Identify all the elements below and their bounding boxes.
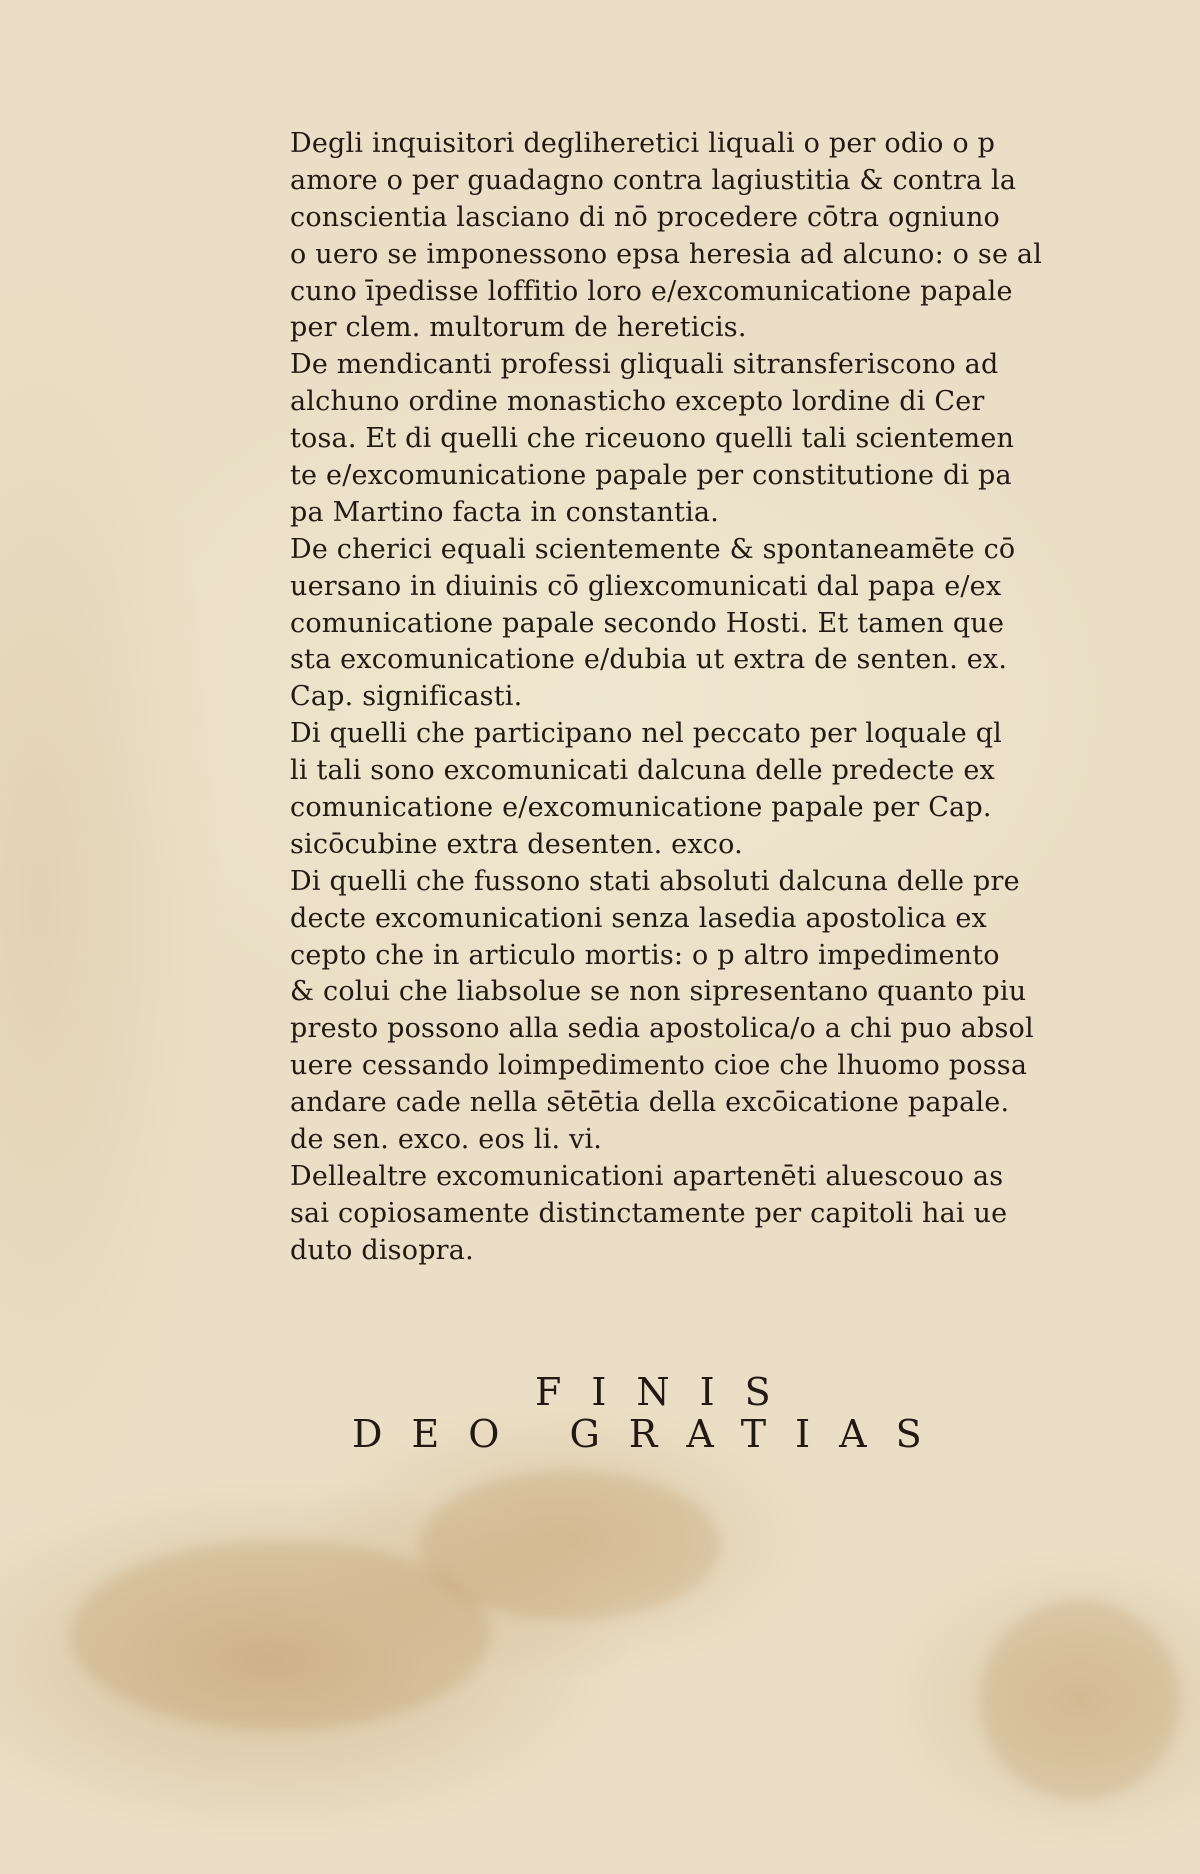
text-line: Di quelli che fussono stati absoluti dalcuna delle pre [290, 865, 1020, 897]
text-line: sai copiosamente distinctamente per capitoli hai ue [290, 1197, 1008, 1229]
text-line: & colui che liabsolue se non sipresentano quanto piu [290, 976, 1027, 1008]
water-stain [420, 1470, 720, 1620]
text-line: cuno īpedisse loffitio loro e/excomunicatione papale [290, 275, 1013, 307]
text-line: li tali sono excomunicati dalcuna delle predecte ex [290, 755, 995, 787]
text-line: uere cessando loimpedimento cioe che lhuomo possa [290, 1050, 1028, 1082]
text-line: duto disopra. [290, 1234, 474, 1266]
text-line: presto possono alla sedia apostolica/o a chi puo absol [290, 1013, 1034, 1045]
colophon-deo-gratias: DEO GRATIAS [352, 1412, 951, 1456]
water-stain [980, 1600, 1180, 1800]
text-line: de sen. exco. eos li. vi. [290, 1124, 603, 1156]
text-line: De cherici equali scientemente & spontaneamēte cō [290, 533, 1016, 565]
text-line: te e/excomunicatione papale per constitutione di pa [290, 460, 1012, 492]
text-line: sicōcubine extra desenten. exco. [290, 828, 743, 860]
text-line: uersano in diuinis cō gliexcomunicati dal papa e/ex [290, 570, 1002, 602]
colophon-finis: FINIS [535, 1370, 801, 1414]
text-line: o uero se imponessono epsa heresia ad alcuno: o se al [290, 238, 1043, 270]
body-text [290, 126, 1090, 1307]
text-line: alchuno ordine monasticho excepto lordine di Cer [290, 386, 985, 418]
text-line: amore o per guadagno contra lagiustitia & contra la [290, 164, 1017, 196]
text-line: Dellealtre excomunicationi apartenēti aluescouo as [290, 1160, 1004, 1192]
text-line [290, 1270, 1090, 1307]
text-line: per clem. multorum de hereticis. [290, 312, 747, 344]
text-line: pa Martino facta in constantia. [290, 496, 719, 528]
text-line: Di quelli che participano nel peccato per loquale ql [290, 718, 1003, 750]
text-line: conscientia lasciano di nō procedere cōtra ogniuno [290, 201, 1000, 233]
text-line: andare cade nella sētētia della excōicatione papale. [290, 1087, 1010, 1119]
text-line: De mendicanti professi gliquali sitransferiscono ad [290, 349, 999, 381]
text-line: comunicatione e/excomunicatione papale per Cap. [290, 792, 992, 824]
text-line: cepto che in articulo mortis: o p altro impedimento [290, 939, 1000, 971]
text-line: comunicatione papale secondo Hosti. Et tamen que [290, 607, 1005, 639]
text-line: Degli inquisitori degliheretici liquali o per odio o p [290, 128, 996, 159]
text-line: Cap. significasti. [290, 681, 523, 713]
text-line: decte excomunicationi senza lasedia apostolica ex [290, 902, 987, 934]
text-line: sta excomunicatione e/dubia ut extra de senten. ex. [290, 644, 1008, 676]
text-line: tosa. Et di quelli che riceuono quelli tali scientemen [290, 423, 1015, 455]
